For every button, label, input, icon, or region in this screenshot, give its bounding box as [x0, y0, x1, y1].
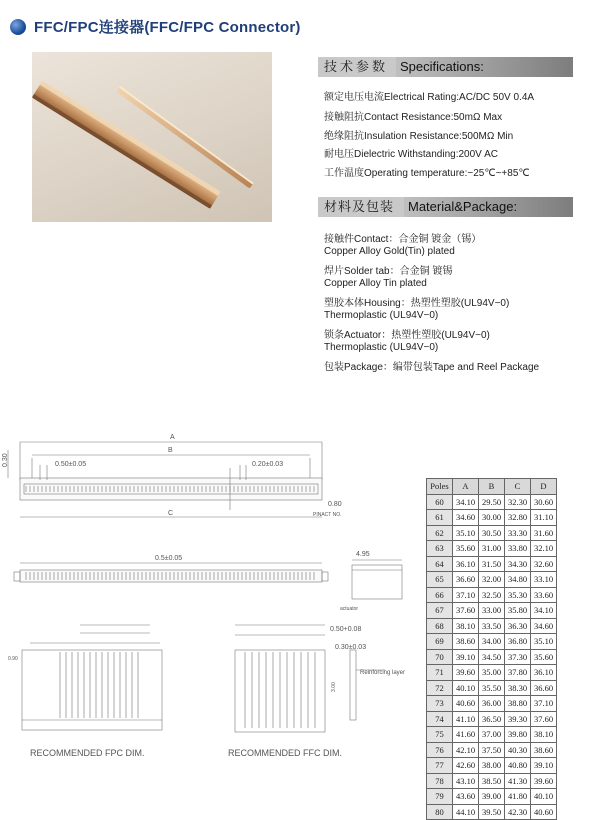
table-cell: 31.50 [479, 556, 505, 572]
page-header [10, 16, 301, 37]
spec-line-contact: 接触阻抗Contact Resistance:50mΩ Max [324, 112, 503, 123]
dimension-table [426, 478, 557, 820]
table-cell-poles: 60 [427, 494, 453, 510]
table-cell: 42.10 [453, 742, 479, 758]
table-cell: 36.60 [531, 680, 557, 696]
table-row [427, 634, 557, 650]
table-cell-poles: 71 [427, 665, 453, 681]
dim-label-b: B [168, 447, 173, 454]
table-cell-poles: 73 [427, 696, 453, 712]
table-cell: 32.80 [505, 510, 531, 526]
dim-label-depth: 4.95 [356, 551, 370, 558]
material-title-cn: 材料及包装 [318, 197, 404, 217]
table-row [427, 603, 557, 619]
material-line: 接触件Contact：合金铜 镀金（锡） [324, 234, 482, 245]
table-cell-poles: 77 [427, 758, 453, 774]
reinforcing-layer-label: Reinforcing layer [360, 670, 406, 676]
table-cell: 35.10 [531, 634, 557, 650]
table-row [427, 789, 557, 805]
table-cell: 38.30 [505, 680, 531, 696]
table-row [427, 696, 557, 712]
dim-label-side: 0.80 [328, 501, 342, 508]
table-cell: 44.10 [453, 804, 479, 820]
table-cell: 36.50 [479, 711, 505, 727]
ffc-dim-caption: RECOMMENDED FFC DIM. [228, 748, 342, 758]
table-cell: 39.00 [479, 789, 505, 805]
table-cell: 34.60 [453, 510, 479, 526]
table-header-cell: B [479, 479, 505, 495]
material-line: Copper Alloy Gold(Tin) plated [324, 246, 455, 257]
table-cell-poles: 79 [427, 789, 453, 805]
table-cell: 39.10 [531, 758, 557, 774]
table-cell: 34.00 [479, 634, 505, 650]
table-row [427, 541, 557, 557]
table-row [427, 742, 557, 758]
top-view-contacts [26, 486, 315, 728]
spec-line-insulation: 绝缘阻抗Insulation Resistance:500MΩ Min [324, 131, 514, 142]
material-line: 塑胶本体Housing：热塑性塑胶(UL94V−0) [324, 298, 510, 309]
material-title-en: Material&Package: [404, 197, 573, 217]
material-line: Thermoplastic (UL94V−0) [324, 342, 439, 353]
dim-label-pad: 0.20±0.03 [252, 461, 284, 468]
technical-drawing [0, 420, 420, 770]
table-cell: 30.60 [531, 494, 557, 510]
table-cell: 39.50 [479, 804, 505, 820]
actuator-highlight [119, 86, 254, 185]
table-cell: 33.30 [505, 525, 531, 541]
dim-label-fpc: 0.50+0.08 [330, 626, 362, 633]
dim-label-total: 0.5±0.05 [155, 555, 183, 562]
table-cell: 41.60 [453, 727, 479, 743]
dim-label-a: A [170, 434, 175, 441]
spec-line-temperature: 工作温度Operating temperature:−25℃~+85℃ [324, 168, 530, 179]
material-bar [318, 197, 573, 217]
table-body [427, 494, 557, 820]
table-cell: 41.80 [505, 789, 531, 805]
table-cell: 32.00 [479, 572, 505, 588]
table-cell: 33.50 [479, 618, 505, 634]
table-cell-poles: 80 [427, 804, 453, 820]
table-cell: 38.60 [531, 742, 557, 758]
table-cell: 39.30 [505, 711, 531, 727]
dim-label-length: 3.00 [331, 682, 337, 692]
table-cell-poles: 78 [427, 773, 453, 789]
table-cell: 35.10 [453, 525, 479, 541]
material-line: 锁条Actuator：热塑性塑胶(UL94V−0) [324, 330, 490, 341]
table-cell: 37.10 [531, 696, 557, 712]
table-cell: 38.10 [531, 727, 557, 743]
table-row [427, 587, 557, 603]
table-cell-poles: 63 [427, 541, 453, 557]
material-line: 包装Package：编带包装Tape and Reel Package [324, 362, 540, 373]
table-header-row [427, 479, 557, 495]
table-cell-poles: 75 [427, 727, 453, 743]
table-row [427, 665, 557, 681]
table-cell: 41.10 [453, 711, 479, 727]
fpc-dim-caption: RECOMMENDED FPC DIM. [30, 748, 145, 758]
table-header-cell: C [505, 479, 531, 495]
table-row [427, 758, 557, 774]
table-cell: 38.60 [453, 634, 479, 650]
table-cell: 37.80 [505, 665, 531, 681]
table-cell: 33.60 [531, 587, 557, 603]
top-view-body [20, 478, 322, 500]
table-cell: 31.10 [531, 510, 557, 526]
reinforcing-layer-shape [350, 650, 356, 720]
table-cell-poles: 76 [427, 742, 453, 758]
table-cell: 41.30 [505, 773, 531, 789]
dim-label-fpc-thickness: 0.30±0.03 [335, 644, 367, 651]
table-cell: 36.10 [453, 556, 479, 572]
page-title: FFC/FPC连接器(FFC/FPC Connector) [34, 19, 301, 36]
table-cell: 37.60 [531, 711, 557, 727]
table-cell: 30.00 [479, 510, 505, 526]
table-row [427, 556, 557, 572]
table-cell: 31.00 [479, 541, 505, 557]
connector-body-shadow [32, 94, 212, 209]
table-cell: 38.10 [453, 618, 479, 634]
table-cell: 33.80 [505, 541, 531, 557]
table-cell: 43.10 [453, 773, 479, 789]
table-cell: 40.60 [453, 696, 479, 712]
table-cell: 32.10 [531, 541, 557, 557]
table-cell: 43.60 [453, 789, 479, 805]
dim-label-height: 0.30 [2, 453, 9, 467]
table-cell: 37.30 [505, 649, 531, 665]
dim-label-c: C [168, 510, 174, 517]
material-line: Copper Alloy Tin plated [324, 278, 427, 289]
product-photo [32, 52, 272, 222]
spec-line-dielectric: 耐电压Dielectric Withstanding:200V AC [324, 149, 498, 160]
table-cell: 33.10 [531, 572, 557, 588]
table-cell: 34.10 [531, 603, 557, 619]
table-cell: 39.60 [453, 665, 479, 681]
table-row [427, 618, 557, 634]
table-cell: 35.30 [505, 587, 531, 603]
table-row [427, 727, 557, 743]
table-row [427, 525, 557, 541]
table-cell: 36.80 [505, 634, 531, 650]
table-cell-poles: 66 [427, 587, 453, 603]
table-cell: 39.80 [505, 727, 531, 743]
table-cell-poles: 65 [427, 572, 453, 588]
table-cell: 34.50 [479, 649, 505, 665]
table-cell: 42.60 [453, 758, 479, 774]
table-cell: 38.50 [479, 773, 505, 789]
table-cell: 32.50 [479, 587, 505, 603]
table-cell: 40.30 [505, 742, 531, 758]
table-row [427, 804, 557, 820]
table-cell-poles: 72 [427, 680, 453, 696]
table-cell: 42.30 [505, 804, 531, 820]
table-cell: 32.30 [505, 494, 531, 510]
pinact-label: PINACT NO. [313, 512, 342, 518]
table-cell-poles: 74 [427, 711, 453, 727]
table-cell: 35.00 [479, 665, 505, 681]
table-cell: 35.50 [479, 680, 505, 696]
table-cell: 36.60 [453, 572, 479, 588]
table-cell: 38.00 [479, 758, 505, 774]
table-cell: 35.60 [453, 541, 479, 557]
table-cell: 39.10 [453, 649, 479, 665]
bullet-icon [10, 19, 26, 35]
table-cell: 36.30 [505, 618, 531, 634]
table-cell-poles: 62 [427, 525, 453, 541]
table-cell: 39.60 [531, 773, 557, 789]
table-cell: 40.60 [531, 804, 557, 820]
table-cell: 36.10 [531, 665, 557, 681]
table-row [427, 494, 557, 510]
table-cell: 36.00 [479, 696, 505, 712]
table-cell: 30.50 [479, 525, 505, 541]
table-cell: 37.00 [479, 727, 505, 743]
table-cell: 33.00 [479, 603, 505, 619]
table-cell: 34.10 [453, 494, 479, 510]
spec-line-electrical: 额定电压电流Electrical Rating:AC/DC 50V 0.4A [324, 92, 535, 103]
dim-label-pitch: 0.50±0.05 [55, 461, 87, 468]
table-cell: 34.30 [505, 556, 531, 572]
table-cell-poles: 64 [427, 556, 453, 572]
table-cell-poles: 68 [427, 618, 453, 634]
table-cell: 37.10 [453, 587, 479, 603]
table-cell: 34.60 [531, 618, 557, 634]
table-cell: 32.60 [531, 556, 557, 572]
table-cell-poles: 69 [427, 634, 453, 650]
table-header-cell: Poles [427, 479, 453, 495]
table-cell: 38.80 [505, 696, 531, 712]
table-cell: 40.80 [505, 758, 531, 774]
table-cell-poles: 67 [427, 603, 453, 619]
connector-photo-illustration [32, 52, 272, 222]
table-cell: 31.60 [531, 525, 557, 541]
table-cell: 40.10 [531, 789, 557, 805]
actuator-label: actuator [340, 606, 359, 612]
material-line: 焊片Solder tab：合金铜 镀锡 [324, 266, 453, 277]
table-cell: 40.10 [453, 680, 479, 696]
table-cell: 37.60 [453, 603, 479, 619]
table-row [427, 711, 557, 727]
table-header-cell: A [453, 479, 479, 495]
fpc-outline [22, 650, 162, 730]
table-cell-poles: 61 [427, 510, 453, 526]
table-cell: 35.80 [505, 603, 531, 619]
material-line: Thermoplastic (UL94V−0) [324, 310, 439, 321]
table-cell-poles: 70 [427, 649, 453, 665]
table-row [427, 773, 557, 789]
table-cell: 34.80 [505, 572, 531, 588]
table-cell: 29.50 [479, 494, 505, 510]
table-row [427, 649, 557, 665]
specifications-title-cn: 技术参数 [318, 57, 396, 77]
table-row [427, 680, 557, 696]
table-header-cell: D [531, 479, 557, 495]
front-view-body [20, 570, 322, 582]
specifications-title-en: Specifications: [396, 57, 573, 77]
table-cell: 37.50 [479, 742, 505, 758]
dim-label-small: 0.90 [8, 656, 18, 662]
table-row [427, 572, 557, 588]
table-cell: 35.60 [531, 649, 557, 665]
table-row [427, 510, 557, 526]
specifications-bar [318, 57, 573, 77]
